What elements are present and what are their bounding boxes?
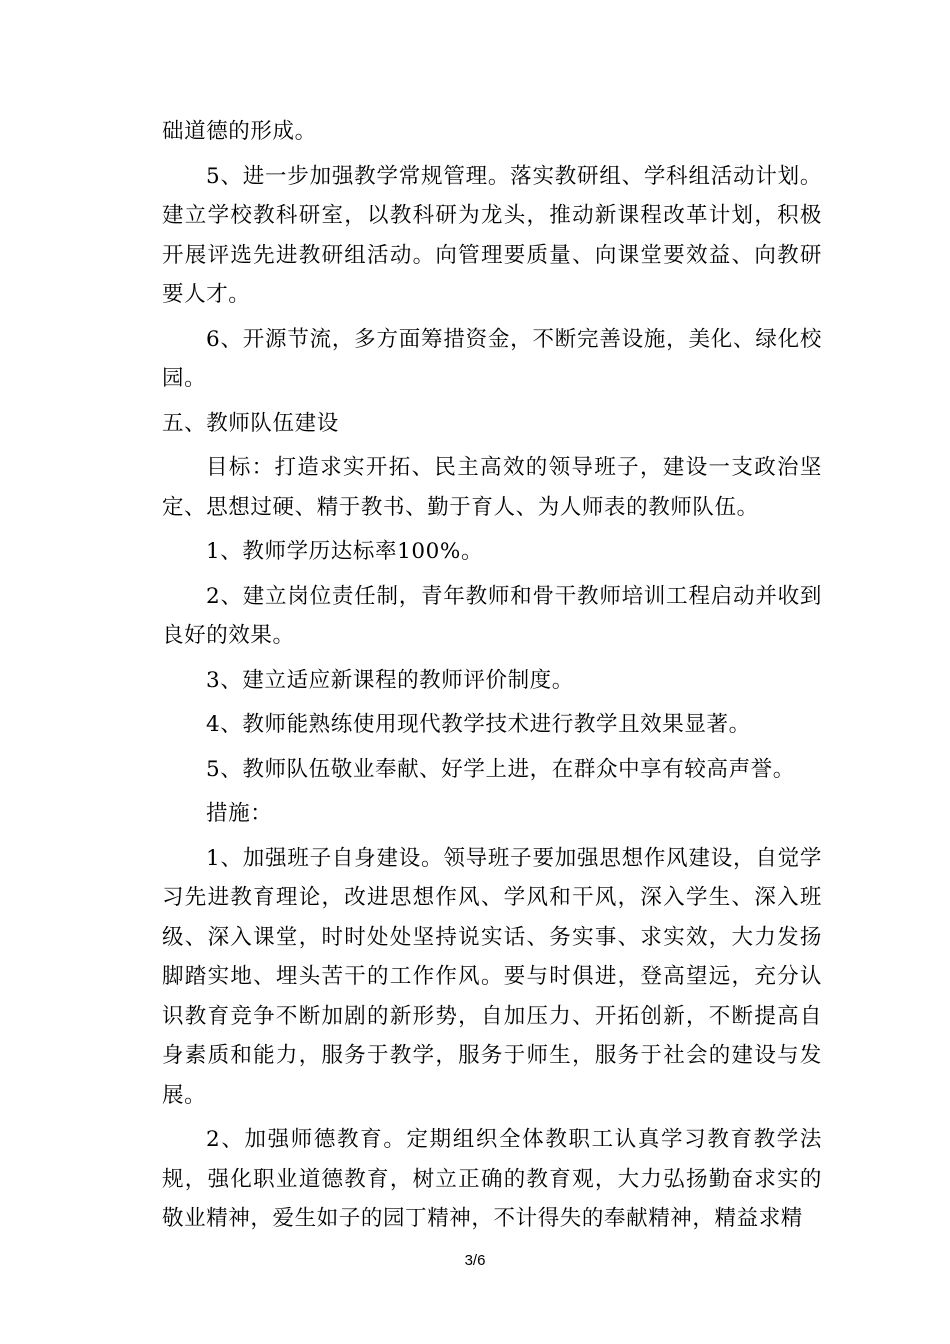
paragraph-item-5-teaching-management: 5、进一步加强教学常规管理。落实教研组、学科组活动计划。建立学校教科研室，以教科研为龙头，推动新课程改革计划，积极开展评选先进教研组活动。向管理要质量、向课堂要效益、向教研要人才。	[162, 163, 822, 307]
paragraph-item-6-funding: 6、开源节流，多方面筹措资金，不断完善设施，美化、绿化校园。	[162, 326, 822, 391]
paragraph-measure-2: 2、加强师德教育。定期组织全体教职工认真学习教育教学法规，强化职业道德教育，树立正确的教育观，大力弘扬勤奋求实的敬业精神，爱生如子的园丁精神，不计得失的奉献精神，精益求精	[162, 1127, 822, 1231]
paragraph-goal-1: 1、教师学历达标率100%。	[206, 539, 484, 564]
page-number: 3/6	[464, 1252, 486, 1269]
document-body	[162, 112, 822, 1239]
paragraph-goal-3: 3、建立适应新课程的教师评价制度。	[206, 667, 574, 693]
section-heading-teacher-team: 五、教师队伍建设	[162, 410, 339, 436]
paragraph-goal-4: 4、教师能熟练使用现代教学技术进行教学且效果显著。	[206, 712, 751, 737]
paragraph-measures-heading: 措施：	[206, 801, 273, 826]
paragraph-goal-2: 2、建立岗位责任制，青年教师和骨干教师培训工程启动并收到良好的效果。	[162, 583, 822, 648]
paragraph-continuation: 础道德的形成。	[162, 119, 317, 144]
paragraph-measure-1: 1、加强班子自身建设。领导班子要加强思想作风建设，自觉学习先进教育理论，改进思想作风、学风和干风，深入学生、深入班级、深入课堂，时时处处坚持说实话、务实事、求实效，大力发扬脚踏实地、埋头苦干的工作作风。要与时俱进，登高望远，充分认识教育竞争不断加剧的新形势，自加压力、开拓创新，不断提高自身素质和能力，服务于教学，服务于师生，服务于社会的建设与发展。	[162, 845, 822, 1108]
paragraph-goal: 目标：打造求实开拓、民主高效的领导班子，建设一支政治坚定、思想过硬、精于教书、勤于育人、为人师表的教师队伍。	[162, 455, 822, 520]
paragraph-goal-5: 5、教师队伍敬业奉献、好学上进，在群众中享有较高声誉。	[206, 756, 795, 782]
